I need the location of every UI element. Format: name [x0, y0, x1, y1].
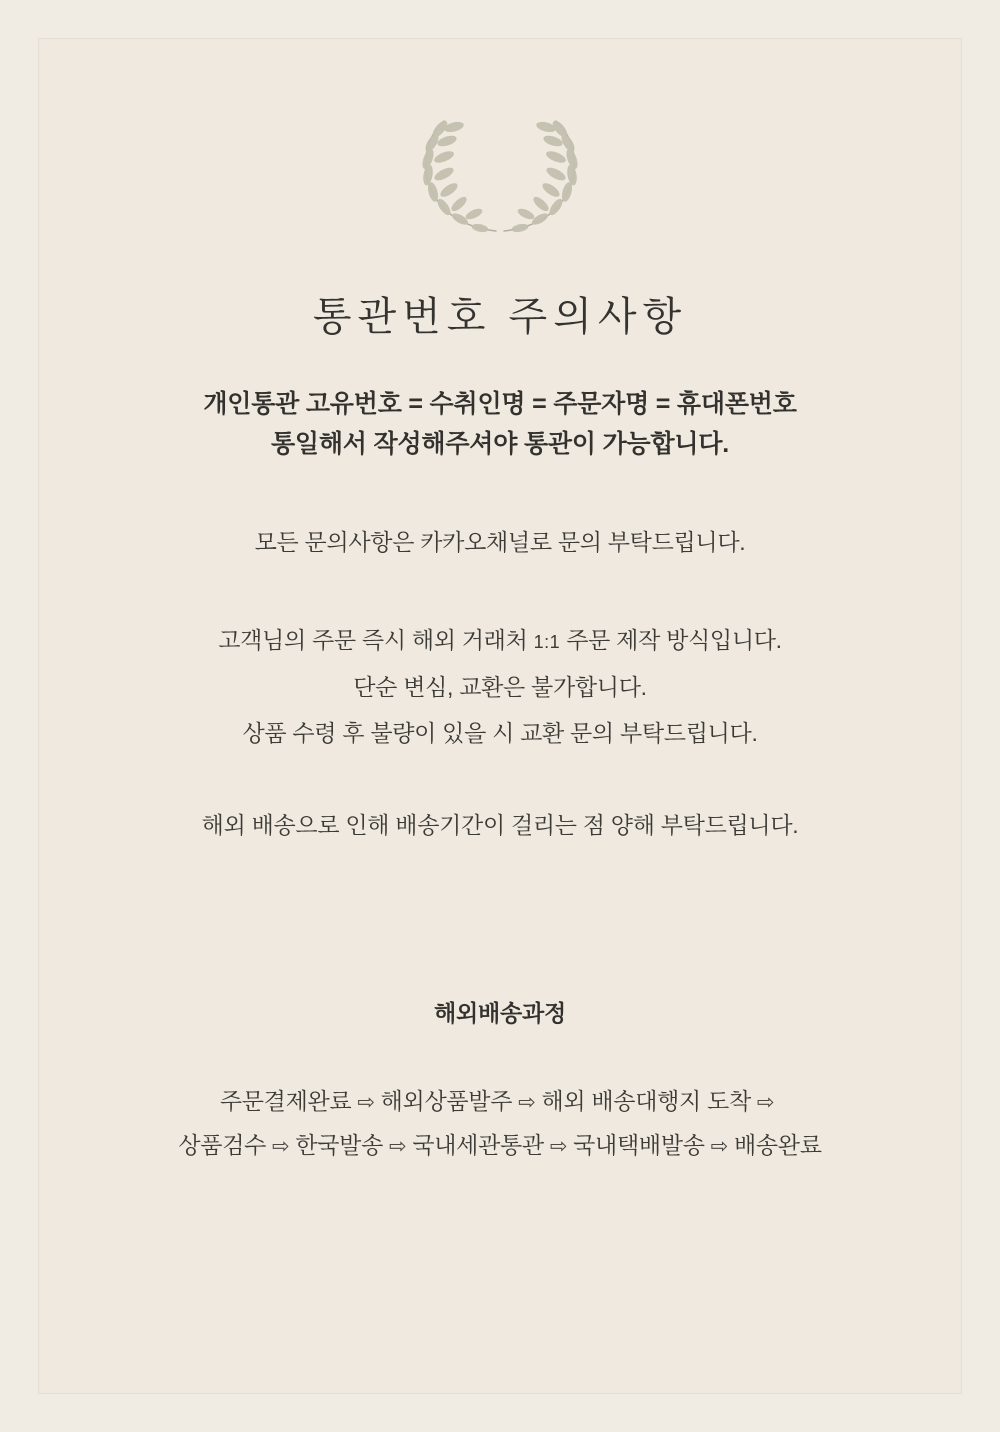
- defect-paragraph: 상품 수령 후 불량이 있을 시 교환 문의 부탁드립니다.: [242, 719, 758, 746]
- flow-step: 국내택배발송: [573, 1131, 705, 1158]
- inquiry-paragraph: 모든 문의사항은 카카오채널로 문의 부탁드립니다.: [254, 529, 746, 555]
- order-method-paragraph: [90, 620, 910, 660]
- arrow-icon: ⇨: [549, 1134, 568, 1158]
- order-method-suffix: 주문 제작 방식입니다.: [560, 627, 782, 654]
- customs-notice: [90, 384, 910, 464]
- flow-line-2: [70, 1124, 930, 1168]
- order-method-prefix: 고객님의 주문 즉시 해외 거래처: [218, 627, 534, 654]
- flow-step: 배송완료: [733, 1131, 822, 1158]
- flow-step: 상품검수: [178, 1131, 267, 1158]
- customs-notice-line1: 개인통관 고유번호 = 수취인명 = 주문자명 = 휴대폰번호: [203, 390, 797, 418]
- order-ratio: 1:1: [533, 632, 561, 653]
- laurel-wreath-icon: [400, 109, 600, 239]
- shipping-delay-paragraph: 해외 배송으로 인해 배송기간이 걸리는 점 양해 부탁드립니다.: [201, 812, 799, 838]
- shipping-process-flow: [70, 1080, 930, 1167]
- flow-step: 해외 배송대행지 도착: [541, 1088, 751, 1115]
- flow-step: 주문결제완료: [219, 1088, 352, 1115]
- shipping-process-title: 해외배송과정: [433, 1000, 567, 1027]
- flow-step: 국내세관통관: [412, 1131, 544, 1158]
- flow-step: 한국발송: [295, 1131, 384, 1158]
- arrow-icon: ⇨: [389, 1134, 407, 1158]
- flow-line-1: [70, 1080, 930, 1124]
- customs-notice-line2: 통일해서 작성해주셔야 통관이 가능합니다.: [270, 430, 730, 458]
- arrow-icon: ⇨: [357, 1091, 375, 1115]
- no-exchange-paragraph: 단순 변심, 교환은 불가합니다.: [353, 673, 647, 700]
- arrow-icon: ⇨: [272, 1134, 290, 1158]
- document-frame: [38, 38, 962, 1394]
- arrow-icon: ⇨: [710, 1134, 728, 1158]
- arrow-icon: ⇨: [756, 1091, 775, 1115]
- flow-step: 해외상품발주: [380, 1088, 513, 1115]
- arrow-icon: ⇨: [518, 1091, 536, 1115]
- page-title: 통관번호 주의사항: [312, 295, 688, 339]
